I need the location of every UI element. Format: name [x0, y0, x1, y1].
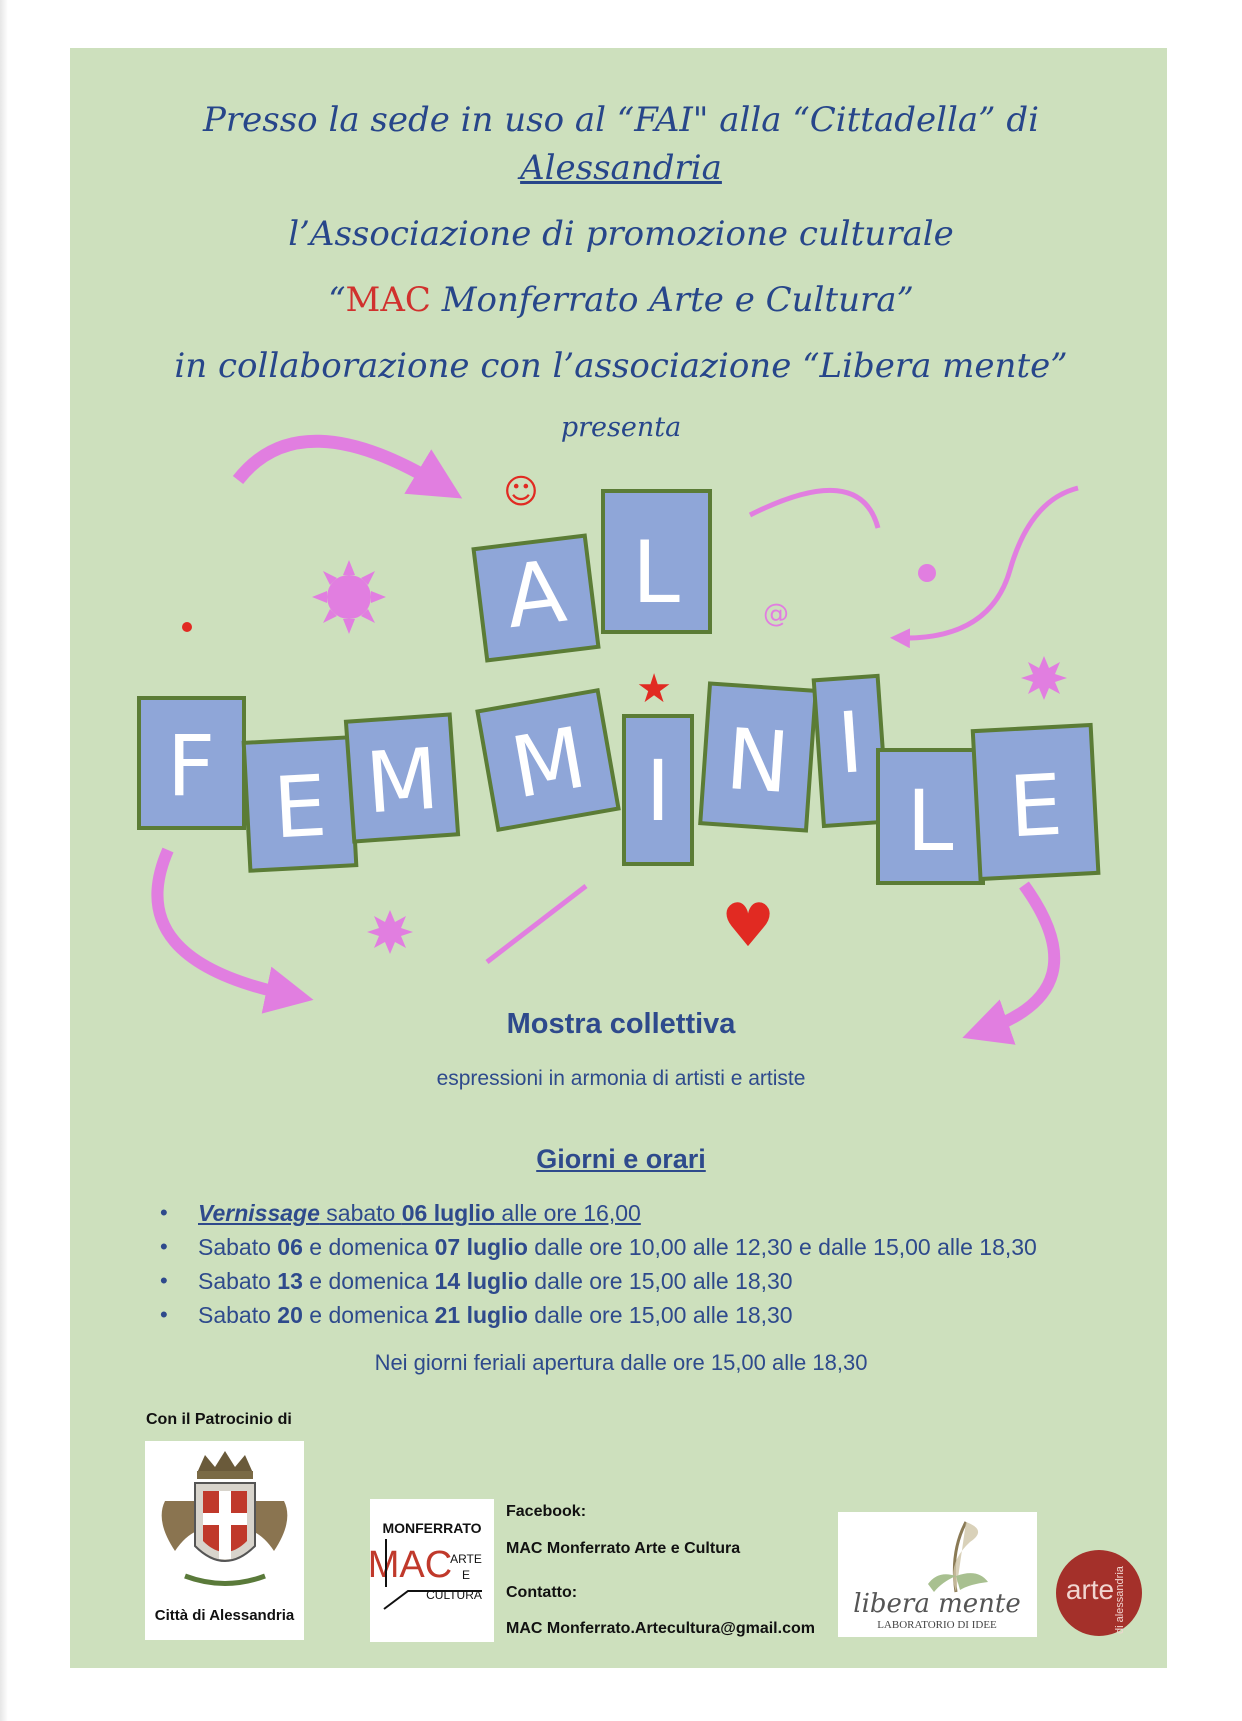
arte-logo-subtitle: di alessandria — [1114, 1566, 1126, 1634]
city-logo — [145, 1441, 304, 1640]
vernissage-label: Vernissage — [198, 1200, 320, 1226]
mac-logo-e: E — [461, 1568, 471, 1582]
schedule-text: Sabato — [198, 1234, 278, 1260]
schedule-date: 20 — [277, 1302, 303, 1328]
title-letter: E — [1006, 755, 1065, 857]
schedule-text: e domenica — [302, 1302, 435, 1328]
header-line-4-rest: Monferrato Arte e Cultura” — [430, 280, 914, 320]
red-dot — [182, 622, 192, 632]
title-letter: F — [166, 717, 216, 815]
event-title: Mostra collettiva — [506, 1008, 736, 1040]
title-letter: L — [906, 772, 954, 870]
mac-logo-line1: MONFERRATO — [382, 1520, 482, 1536]
starburst-icon-right — [1021, 656, 1067, 700]
starburst-icon-bottom — [367, 910, 413, 954]
schedule-text: dalle ore 15,00 alle 18,30 — [527, 1302, 793, 1328]
schedule-item — [160, 1298, 1037, 1332]
title-letter: E — [271, 756, 330, 858]
title-letter: I — [645, 742, 671, 840]
title-letter: I — [834, 693, 866, 793]
schedule-date: 06 — [277, 1234, 303, 1260]
open-quote: “ — [328, 280, 346, 320]
mac-logo-graphic — [370, 1499, 494, 1642]
at-symbol-icon: @ — [763, 599, 789, 629]
contact-label: Contatto: — [506, 1584, 578, 1601]
header-line-2: Alessandria — [520, 148, 722, 188]
header-line-3: l’Associazione di promozione culturale — [288, 214, 954, 254]
schedule-item — [160, 1264, 1037, 1298]
contact-email[interactable]: MAC Monferrato.Artecultura@gmail.com — [506, 1620, 815, 1637]
weekday-note: Nei giorni feriali apertura dalle ore 15,00 alle 18,30 — [374, 1350, 868, 1375]
schedule-heading: Giorni e orari — [536, 1144, 706, 1174]
schedule-date: 14 luglio — [434, 1268, 528, 1294]
arte-di-alessandria-logo — [1056, 1550, 1142, 1636]
mac-logo-mac: MAC — [370, 1544, 453, 1586]
curved-arrow-bottom-left — [157, 850, 290, 995]
schedule-item — [160, 1230, 1037, 1264]
mac-logo — [370, 1499, 494, 1642]
title-letter: M — [362, 729, 442, 833]
schedule-text: Sabato — [198, 1268, 278, 1294]
schedule-text: e domenica — [302, 1234, 435, 1260]
schedule-date: 06 luglio — [401, 1200, 496, 1226]
mac-logo-cultura: CULTURA — [426, 1588, 482, 1602]
mac-logo-arte: ARTE — [450, 1552, 482, 1566]
libera-mente-script: libera mente — [853, 1589, 1021, 1619]
pink-dot — [918, 564, 936, 582]
title-letter: L — [632, 523, 680, 623]
diagonal-line — [487, 886, 586, 962]
schedule-text: e domenica — [302, 1268, 435, 1294]
heart-icon: ♥ — [721, 891, 775, 961]
libera-mente-caption: LABORATORIO DI IDEE — [877, 1619, 997, 1631]
curved-line-top-right — [750, 490, 878, 528]
title-word-al — [474, 491, 710, 660]
schedule-item — [160, 1196, 1037, 1230]
city-caption: Città di Alessandria — [154, 1607, 295, 1624]
presenta-text: presenta — [560, 412, 682, 443]
schedule-text: Sabato — [198, 1302, 278, 1328]
schedule-date: 21 luglio — [434, 1302, 528, 1328]
header-line-5: in collaborazione con l’associazione “Libera mente” — [174, 346, 1068, 386]
title-letter: A — [500, 541, 571, 649]
title-letter: M — [504, 708, 593, 818]
schedule-date: 13 — [277, 1268, 303, 1294]
title-letter: N — [722, 709, 793, 813]
facebook-value[interactable]: MAC Monferrato Arte e Cultura — [506, 1540, 741, 1557]
libera-mente-logo — [838, 1512, 1037, 1637]
arte-logo-word: arte — [1065, 1574, 1115, 1605]
red-star-icon: ★ — [636, 666, 672, 712]
header-line-1: Presso la sede in uso al “FAI" alla “Cittadella” di — [203, 100, 1039, 140]
schedule-text: dalle ore 15,00 alle 18,30 — [527, 1268, 793, 1294]
sun-icon — [312, 560, 386, 634]
patronage-label: Con il Patrocinio di — [146, 1411, 292, 1428]
event-subtitle: espressioni in armonia di artisti e artiste — [436, 1067, 806, 1090]
title-word-femminile — [139, 676, 1098, 883]
curved-arrow-right — [900, 488, 1078, 638]
schedule-text: alle ore 16,00 — [495, 1200, 641, 1226]
schedule-list — [160, 1196, 1037, 1332]
smile-icon: ☺ — [503, 472, 539, 512]
schedule-date: 07 luglio — [434, 1234, 528, 1260]
coat-of-arms-icon — [145, 1441, 304, 1606]
curved-arrow-top-left — [238, 441, 440, 485]
schedule-text: dalle ore 10,00 alle 12,30 e dalle 15,00 alle 18,30 — [527, 1234, 1037, 1260]
schedule-text: sabato — [319, 1200, 402, 1226]
facebook-label: Facebook: — [506, 1503, 587, 1520]
mac-word: MAC — [345, 280, 431, 320]
feather-quill-icon — [838, 1512, 1037, 1637]
